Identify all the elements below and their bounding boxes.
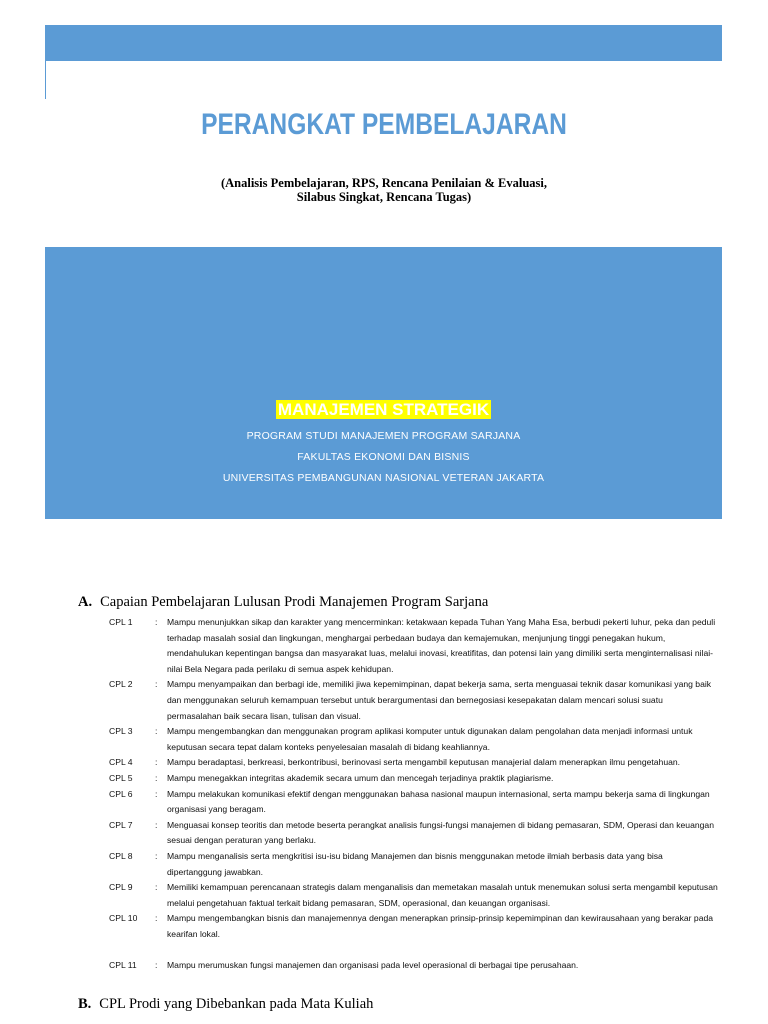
page-title: PERANGKAT PEMBELAJARAN: [201, 108, 567, 141]
section-letter: A.: [78, 594, 93, 610]
cpl-text: Mampu mengembangkan bisnis dan manajemennya dengan menerapkan prinsip-prinsip kepemimpinan dan kewirausahaan yang berakar pada kearifan lokal.: [167, 913, 714, 939]
subtitle-line: Silabus Singkat, Rencana Tugas): [296, 190, 472, 204]
faculty-name: FAKULTAS EKONOMI DAN BISNIS: [297, 451, 470, 463]
separator: :: [155, 757, 158, 768]
cpl-label: CPL 11: [109, 960, 137, 971]
cpl-label: CPL 9: [109, 882, 133, 893]
separator: :: [155, 850, 158, 861]
cpl-label: CPL 1: [109, 617, 133, 627]
subtitle: [0, 176, 768, 204]
separator: :: [155, 679, 158, 690]
cpl-text: Mampu menegakkan integritas akademik secara umum dan mencegah terjadinya praktik plagiarisme.: [167, 772, 554, 783]
program-name: PROGRAM STUDI MANAJEMEN PROGRAM SARJANA: [246, 430, 521, 442]
cpl-item: [109, 818, 719, 849]
header-bar: [45, 25, 722, 61]
university-name: UNIVERSITAS PEMBANGUNAN NASIONAL VETERAN JAKARTA: [222, 472, 545, 484]
separator: :: [155, 819, 158, 830]
cpl-text: Mampu mengembangkan dan menggunakan program aplikasi komputer untuk digunakan dalam pengolahan data menjadi informasi untuk keputusan secara tepat dalam konteks penyelesaian masalah di bidang keahliannya.: [167, 726, 693, 752]
cpl-item: [109, 677, 719, 724]
cover-box: [45, 247, 722, 519]
cpl-item: [109, 787, 719, 818]
separator: :: [155, 960, 158, 971]
cpl-item: [109, 958, 719, 974]
section-a-heading: [78, 594, 488, 611]
separator: :: [155, 882, 158, 893]
separator: :: [155, 772, 158, 783]
cpl-text: Memiliki kemampuan perencanaan strategis dalam menganalisis dan memetakan masalah untuk menemukan solusi serta mengambil keputusan melalui pengetahuan faktual terkait bidang pemasaran, SDM, operasional, dan keuangan organisasi.: [167, 882, 718, 908]
cpl-item: [109, 849, 719, 880]
cpl-item: [109, 724, 719, 755]
cpl-text: Mampu menganalisis serta mengkritisi isu-isu bidang Manajemen dan bisnis menggunakan metode ilmiah berbasis data yang bisa dipertanggung jawabkan.: [167, 850, 663, 877]
cpl-text: Mampu menunjukkan sikap dan karakter yang mencerminkan: ketakwaan kepada Tuhan Yang Maha Esa, berbudi pekerti luhur, peka dan peduli terhadap masalah sosial dan lingkungan, menghargai perbedaan budaya dan kemajemukan, menjunjung tinggi penegakan hukum, mendahulukan kepentingan bangsa dan masyarakat luas, melalui inovasi, kreatifitas, dan potensi lain yang dimiliki serta menginternalisasi nilai-nilai Bela Negara pada perilaku di semua aspek kehidupan.: [167, 617, 716, 674]
divider: [45, 61, 46, 99]
cpl-item: [109, 755, 719, 771]
course-title: [45, 400, 722, 420]
section-b-heading: [78, 996, 373, 1013]
cpl-text: Mampu merumuskan fungsi manajemen dan organisasi pada level operasional di berbagai tipe perusahaan.: [167, 960, 579, 971]
cpl-label: CPL 8: [109, 850, 133, 861]
cpl-item: [109, 615, 719, 677]
separator: :: [155, 913, 158, 924]
cpl-label: CPL 10: [109, 913, 138, 924]
cpl-text: Menguasai konsep teoritis dan metode beserta perangkat analisis fungsi-fungsi manajemen di bidang pemasaran, SDM, Operasi dan keuangan sesuai dengan peraturan yang berlaku.: [167, 819, 714, 846]
cpl-label: CPL 6: [109, 788, 133, 799]
cpl-label: CPL 3: [109, 726, 133, 737]
cpl-item: [109, 911, 719, 942]
section-title: CPL Prodi yang Dibebankan pada Mata Kuliah: [99, 996, 374, 1012]
cpl-item: [109, 880, 719, 911]
separator: :: [155, 726, 158, 737]
cpl-text: Mampu beradaptasi, berkreasi, berkontribusi, berinovasi serta mengambil keputusan manajerial dalam menerapkan ilmu pengetahuan.: [167, 757, 681, 768]
cpl-label: CPL 4: [109, 757, 133, 768]
section-title: Capaian Pembelajaran Lulusan Prodi Manajemen Program Sarjana: [100, 594, 489, 610]
cpl-label: CPL 5: [109, 772, 133, 783]
cpl-item: [109, 771, 719, 787]
cpl-list: [109, 615, 719, 974]
section-letter: B.: [78, 996, 92, 1012]
separator: :: [155, 617, 158, 627]
subtitle-line: (Analisis Pembelajaran, RPS, Rencana Penilaian & Evaluasi,: [220, 176, 548, 190]
cpl-text: Mampu menyampaikan dan berbagi ide, memiliki jiwa kepemimpinan, dapat bekerja sama, serta menguasai teknik dasar komunikasi yang baik dan menggunakan seluruh kemampuan tersebut untuk berargumentasi dan bernegosiasi kesepakatan dalam mencari solusi suatu permasalahan baik secara lisan, tulisan dan visual.: [167, 679, 712, 721]
cpl-label: CPL 2: [109, 679, 133, 690]
spacer: [109, 942, 719, 958]
course-name: MANAJEMEN STRATEGIK: [277, 400, 490, 419]
separator: :: [155, 788, 158, 799]
cpl-label: CPL 7: [109, 819, 133, 830]
cpl-text: Mampu melakukan komunikasi efektif dengan menggunakan bahasa nasional maupun internasional, serta mampu bekerja sama di lingkungan organisasi yang beragam.: [167, 788, 710, 815]
